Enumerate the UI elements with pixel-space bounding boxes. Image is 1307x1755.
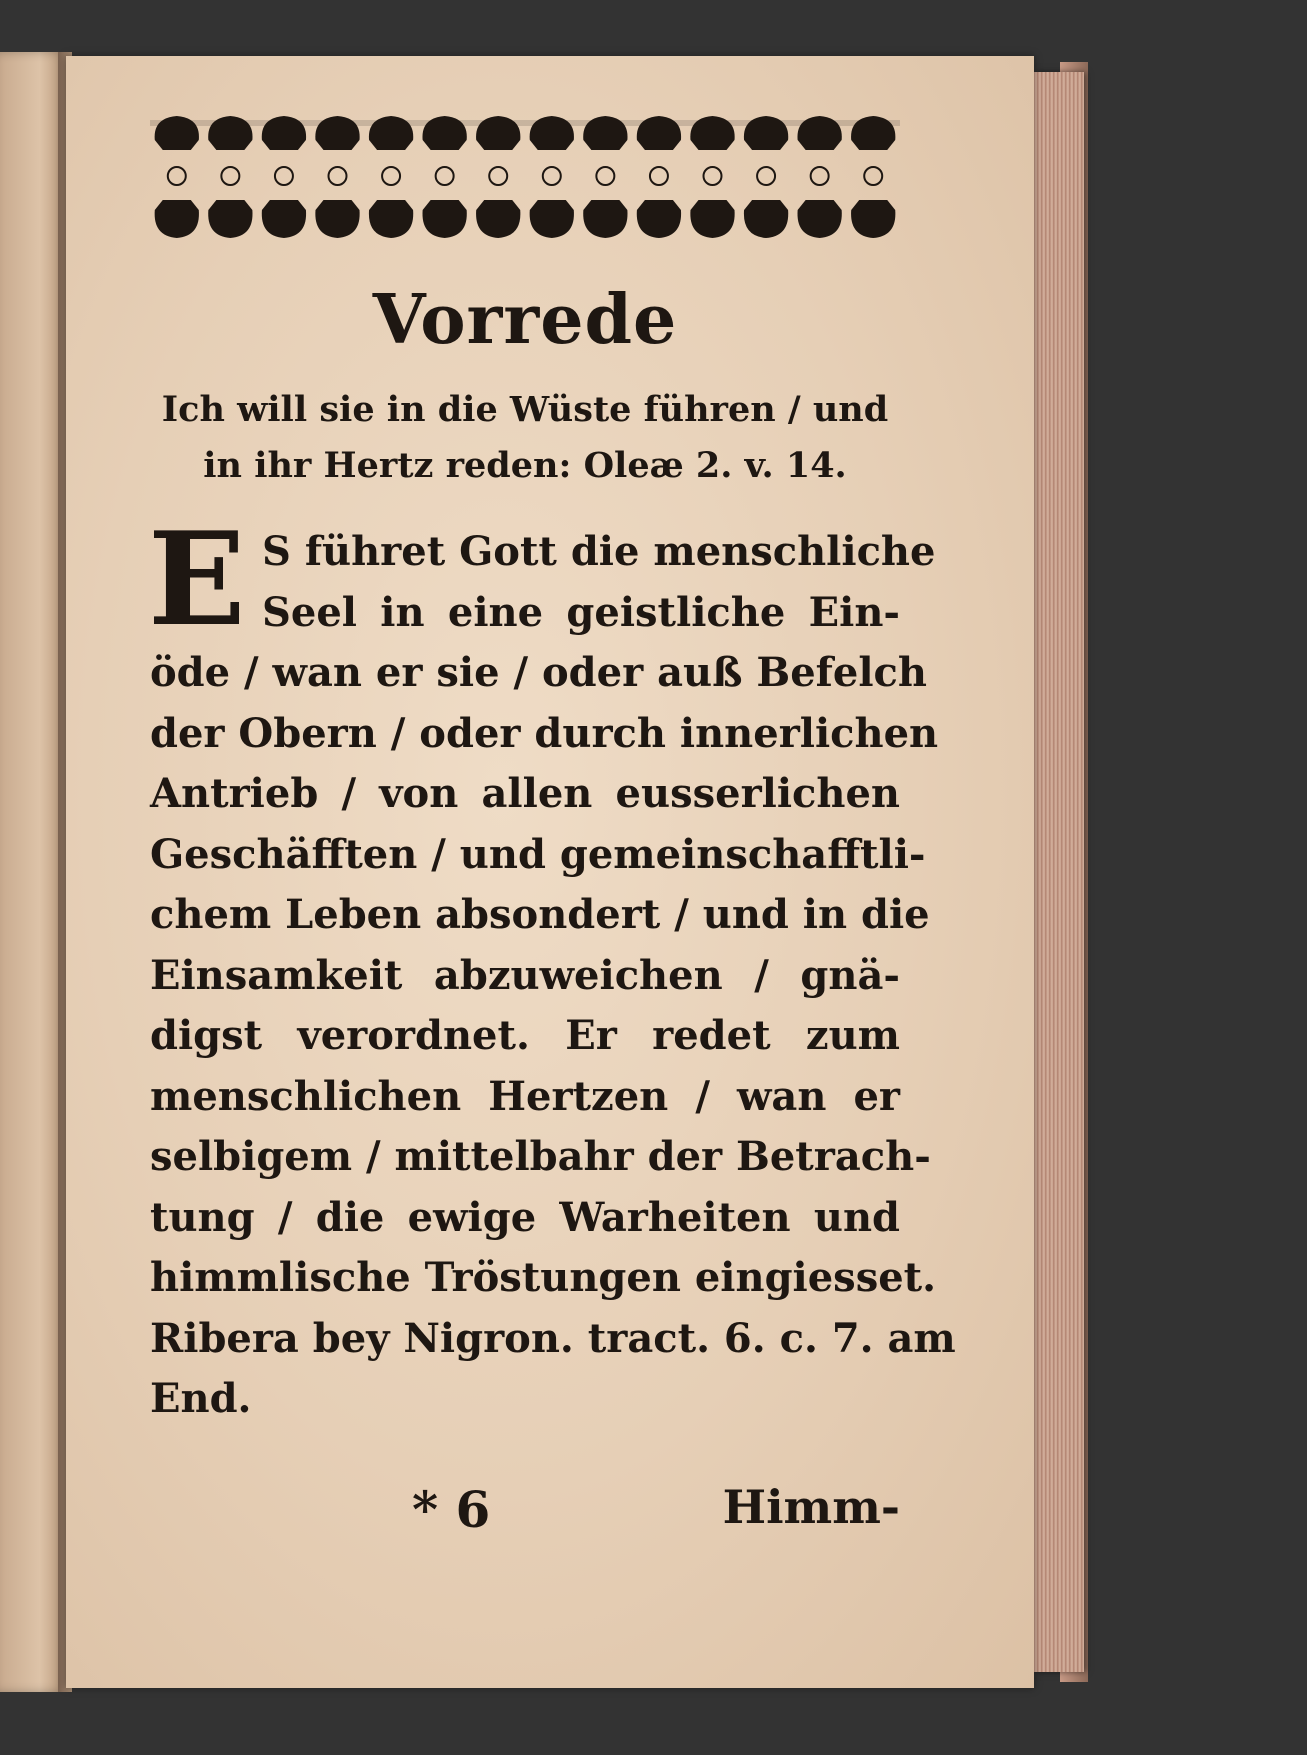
body-line: digst verordnet. Er redet zum — [150, 1012, 900, 1059]
body-line: Einsamkeit abzuweichen / gnä- — [150, 951, 900, 999]
ornament-ring — [221, 167, 239, 185]
page-edges — [1034, 72, 1084, 1672]
ornament-fleuron-bottom — [369, 200, 413, 238]
ornament-fleuron-bottom — [797, 200, 841, 238]
ornament-ring — [436, 167, 454, 185]
body-line: tung / die ewige Warheiten und — [150, 1193, 900, 1241]
ornament-fleuron-bottom — [315, 200, 359, 238]
body-line: himmlische Tröstungen eingiesset. — [150, 1254, 937, 1301]
epigraph — [150, 382, 900, 494]
ornament-fleuron-bottom — [690, 200, 734, 238]
ornament-ring — [543, 167, 561, 185]
ornament-fleuron-bottom — [744, 200, 788, 238]
body-line: Ribera bey Nigron. tract. 6. c. 7. am — [150, 1314, 956, 1362]
ornament-fleuron-bottom — [851, 200, 895, 238]
body-line: S führet Gott die menschliche — [262, 528, 936, 575]
catchword: Himm- — [722, 1480, 900, 1534]
printers-ornament-band — [150, 110, 900, 260]
body-line: selbigem / mittelbahr der Betrach- — [150, 1133, 931, 1180]
body-line: öde / wan er sie / oder auß Befelch — [150, 649, 927, 696]
body-line: End. — [150, 1375, 252, 1422]
ornament-ring — [275, 167, 293, 185]
page-title: Vorrede — [372, 280, 678, 360]
ornament-fleuron-bottom — [208, 200, 252, 238]
ornament-fleuron-bottom — [262, 200, 306, 238]
ornament-ring — [489, 167, 507, 185]
ornament-ring — [864, 167, 882, 185]
ornament-ring — [757, 167, 775, 185]
ornament-fleuron-bottom — [583, 200, 627, 238]
drop-capital: E — [148, 505, 246, 655]
ornament-ring — [382, 167, 400, 185]
ornament-ring — [596, 167, 614, 185]
ornament-fleuron-bottom — [155, 200, 199, 238]
signature-mark: * 6 — [412, 1480, 491, 1539]
body-line: Geschäfften / und gemeinschafftli- — [150, 830, 926, 878]
ornament-fleuron-bottom — [530, 200, 574, 238]
ornament-fleuron-bottom — [637, 200, 681, 238]
ornament-fleuron-bottom — [422, 200, 466, 238]
epigraph-line: Ich will sie in die Wüste führen / und — [161, 389, 889, 430]
ornament-ring — [329, 167, 347, 185]
body-line: menschlichen Hertzen / wan er — [150, 1072, 900, 1120]
left-page-edge — [0, 52, 66, 1692]
body-line: Antrieb / von allen eusserlichen — [150, 770, 900, 817]
body-text — [148, 505, 956, 1430]
body-line: der Obern / oder durch innerlichen — [150, 709, 939, 757]
page-text — [148, 280, 956, 1430]
ornament-fleuron-bottom — [476, 200, 520, 238]
ornament-icon — [150, 110, 900, 260]
ornament-ring — [650, 167, 668, 185]
ornament-ring — [811, 167, 829, 185]
body-line: Seel in eine geistliche Ein- — [262, 588, 900, 636]
ornament-ring — [704, 167, 722, 185]
ornament-ring — [168, 167, 186, 185]
epigraph-line: in ihr Hertz reden: Oleæ 2. v. 14. — [203, 445, 847, 486]
body-line: chem Leben absondert / und in die — [150, 891, 930, 938]
